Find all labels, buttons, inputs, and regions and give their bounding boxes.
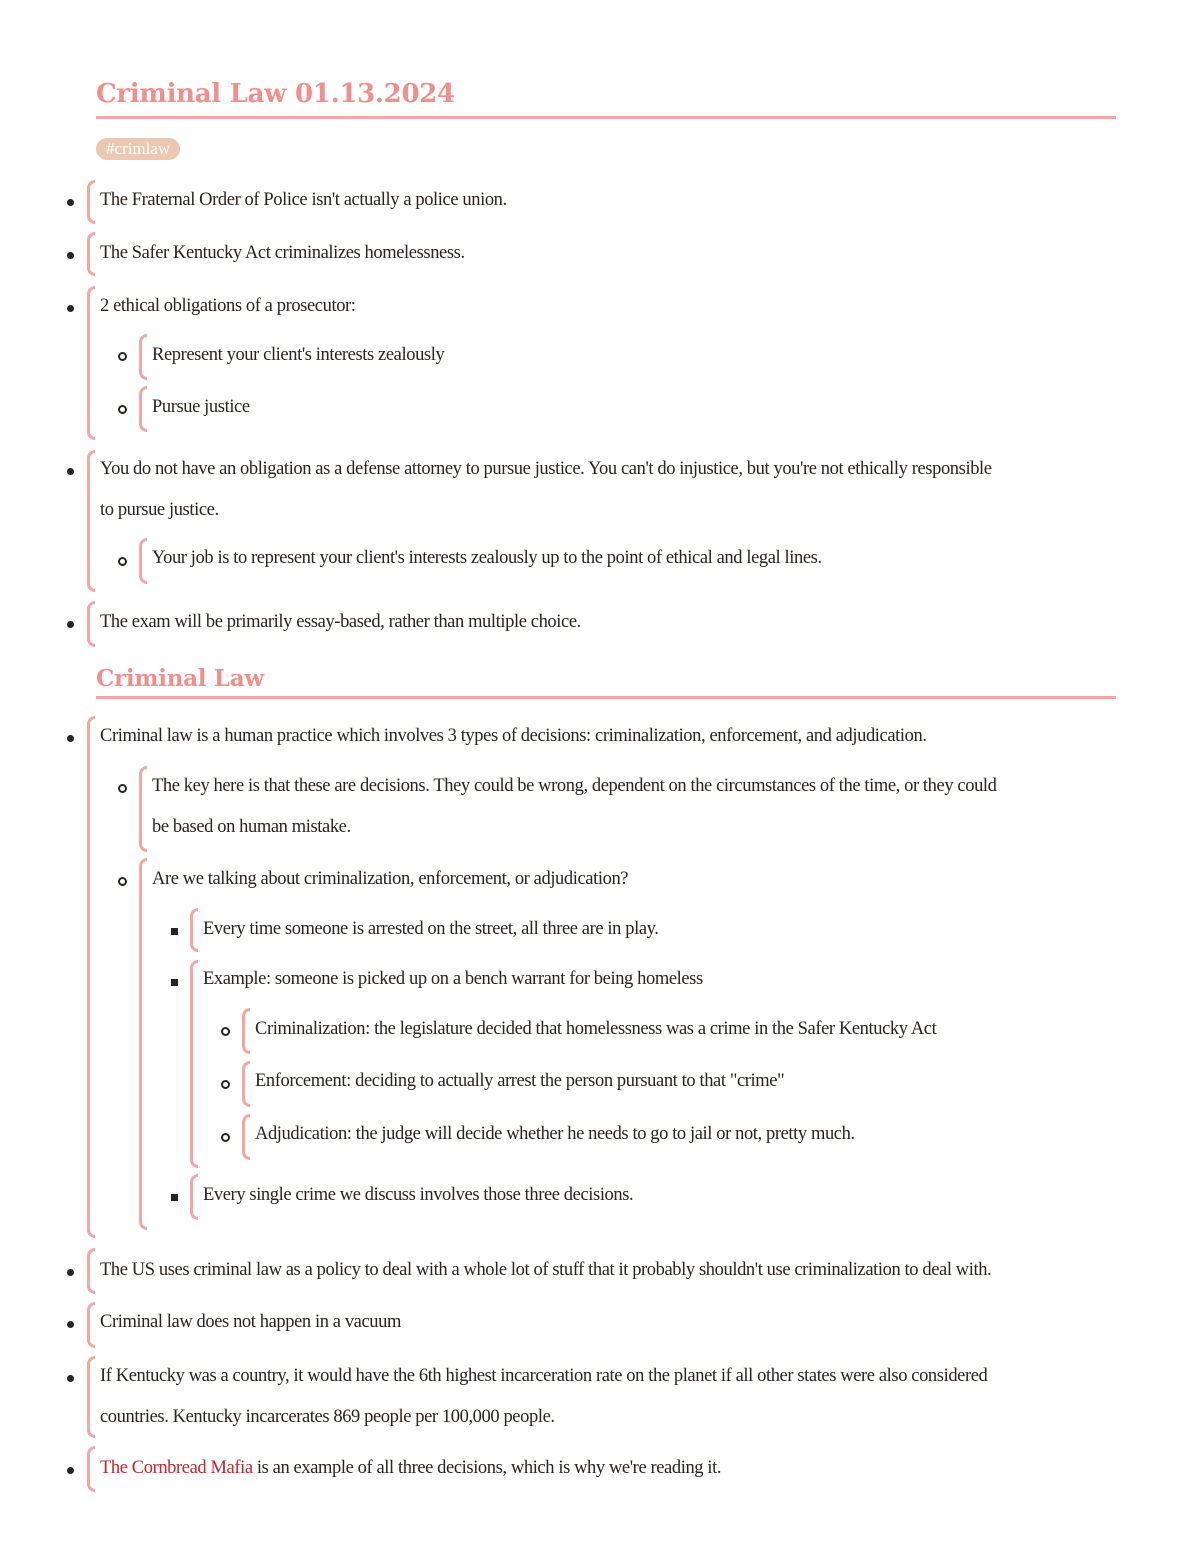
list-item: Every single crime we discuss involves those three decisions. (203, 1185, 634, 1205)
list-item: Criminal law is a human practice which involves 3 types of decisions: criminalization, enforcement, and adjudication. (100, 726, 927, 746)
list-item-line: You do not have an obligation as a defense attorney to pursue justice. You can't do injustice, but you're not ethically responsible (100, 459, 992, 479)
list-item: Enforcement: deciding to actually arrest the person pursuant to that "crime" (255, 1071, 785, 1091)
list-item: The Safer Kentucky Act criminalizes homelessness. (100, 243, 465, 263)
hollow-bullet-icon (118, 557, 127, 566)
block-bracket (139, 766, 147, 852)
hollow-bullet-icon (221, 1133, 230, 1142)
list-item (100, 449, 1110, 531)
list-item (100, 1448, 721, 1489)
hollow-bullet-icon (221, 1080, 230, 1089)
bullet-icon (67, 1269, 74, 1276)
block-bracket (87, 1248, 95, 1294)
hollow-bullet-icon (221, 1027, 230, 1036)
list-item: 2 ethical obligations of a prosecutor: (100, 296, 356, 316)
list-item-line: The key here is that these are decisions. They could be wrong, dependent on the circumstances of the time, or they could (152, 776, 997, 796)
list-item-line: countries. Kentucky incarcerates 869 people per 100,000 people. (100, 1407, 555, 1427)
hollow-bullet-icon (118, 405, 127, 414)
bullet-icon (67, 735, 74, 742)
block-bracket (87, 180, 95, 224)
list-item: Example: someone is picked up on a bench warrant for being homeless (203, 969, 703, 989)
tag-crimlaw[interactable]: #crimlaw (96, 138, 180, 160)
block-bracket (190, 1174, 198, 1220)
bullet-icon (67, 468, 74, 475)
block-bracket (242, 1008, 250, 1054)
block-bracket (87, 232, 95, 276)
list-item: Represent your client's interests zealously (152, 345, 445, 365)
square-bullet-icon (171, 979, 178, 986)
list-item: The exam will be primarily essay-based, rather than multiple choice. (100, 612, 581, 632)
bullet-icon (67, 252, 74, 259)
hollow-bullet-icon (118, 877, 127, 886)
block-bracket (139, 538, 147, 584)
list-item: Every time someone is arrested on the street, all three are in play. (203, 919, 659, 939)
block-bracket (87, 450, 95, 592)
list-item: Criminalization: the legislature decided that homelessness was a crime in the Safer Kentucky Act (255, 1019, 937, 1039)
bullet-icon (67, 305, 74, 312)
block-bracket (190, 960, 198, 1168)
list-item: The US uses criminal law as a policy to deal with a whole lot of stuff that it probably shouldn't use criminalization to deal with. (100, 1260, 992, 1280)
bullet-icon (67, 1467, 74, 1474)
cornbread-mafia-link[interactable]: The Cornbread Mafia (100, 1458, 253, 1478)
block-bracket (87, 716, 95, 1238)
block-bracket (139, 858, 147, 1230)
square-bullet-icon (171, 1194, 178, 1201)
block-bracket (242, 1061, 250, 1107)
bullet-icon (67, 621, 74, 628)
list-item-line: If Kentucky was a country, it would have the 6th highest incarceration rate on the planet if all other states were also considered (100, 1366, 988, 1386)
list-item: Adjudication: the judge will decide whether he needs to go to jail or not, pretty much. (255, 1124, 855, 1144)
block-bracket (242, 1114, 250, 1160)
block-bracket (87, 286, 95, 440)
block-bracket (87, 1302, 95, 1348)
page-title: Criminal Law 01.13.2024 (96, 78, 1116, 119)
section-heading: Criminal Law (96, 664, 1116, 699)
block-bracket (87, 1356, 95, 1438)
bullet-icon (67, 1321, 74, 1328)
list-item: Are we talking about criminalization, enforcement, or adjudication? (152, 869, 629, 889)
block-bracket (190, 908, 198, 952)
list-item: Criminal law does not happen in a vacuum (100, 1312, 401, 1332)
list-item-text: is an example of all three decisions, which is why we're reading it. (252, 1458, 722, 1478)
block-bracket (87, 1446, 95, 1492)
list-item: Your job is to represent your client's interests zealously up to the point of ethical and legal lines. (152, 548, 822, 568)
list-item (100, 1356, 1110, 1438)
list-item (152, 766, 1112, 848)
list-item: Pursue justice (152, 397, 250, 417)
block-bracket (87, 601, 95, 647)
list-item-line: to pursue justice. (100, 500, 219, 520)
bullet-icon (67, 199, 74, 206)
hollow-bullet-icon (118, 352, 127, 361)
block-bracket (139, 334, 147, 380)
list-item: The Fraternal Order of Police isn't actually a police union. (100, 190, 507, 210)
block-bracket (139, 386, 147, 432)
bullet-icon (67, 1375, 74, 1382)
square-bullet-icon (171, 928, 178, 935)
hollow-bullet-icon (118, 784, 127, 793)
list-item-line: be based on human mistake. (152, 817, 351, 837)
